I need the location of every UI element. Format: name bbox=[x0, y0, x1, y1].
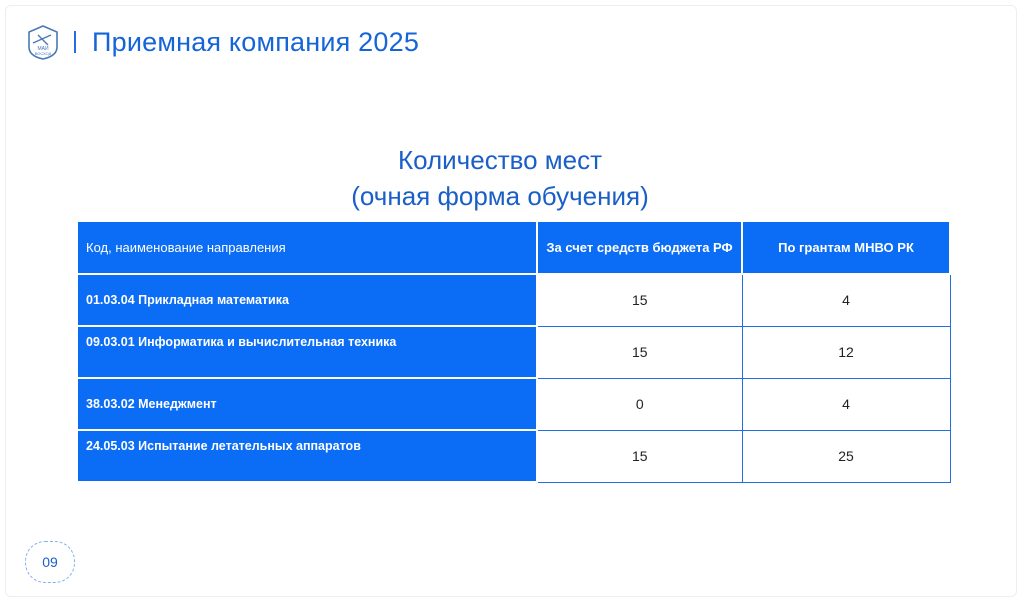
grant-places: 4 bbox=[742, 274, 950, 326]
svg-text:ВОСХОД: ВОСХОД bbox=[34, 51, 52, 56]
table-row bbox=[78, 274, 950, 326]
budget-places: 15 bbox=[537, 326, 742, 378]
column-header-grant: По грантам МНВО РК bbox=[742, 222, 950, 274]
table-header-row bbox=[78, 222, 950, 274]
table-row bbox=[78, 378, 950, 430]
page-number: 09 bbox=[25, 541, 75, 583]
budget-places: 15 bbox=[537, 274, 742, 326]
table-row bbox=[78, 430, 950, 482]
program-name: 24.05.03 Испытание летательных аппаратов bbox=[78, 430, 537, 482]
table-row bbox=[78, 326, 950, 378]
table-heading-line2: (очная форма обучения) bbox=[351, 181, 649, 211]
page-title: Приемная компания 2025 bbox=[92, 26, 420, 57]
header bbox=[24, 22, 419, 62]
grant-places: 25 bbox=[742, 430, 950, 482]
svg-text:МАИ: МАИ bbox=[37, 46, 49, 52]
title-divider bbox=[74, 31, 76, 53]
column-header-name: Код, наименование направления bbox=[78, 222, 537, 274]
grant-places: 12 bbox=[742, 326, 950, 378]
program-name: 01.03.04 Прикладная математика bbox=[78, 274, 537, 326]
table-heading bbox=[0, 142, 1000, 214]
budget-places: 0 bbox=[537, 378, 742, 430]
logo bbox=[24, 23, 62, 61]
program-name: 38.03.02 Менеджмент bbox=[78, 378, 537, 430]
column-header-budget: За счет средств бюджета РФ bbox=[537, 222, 742, 274]
table-heading-line1: Количество мест bbox=[397, 145, 603, 175]
program-name: 09.03.01 Информатика и вычислительная техника bbox=[78, 326, 537, 378]
places-table bbox=[78, 222, 951, 483]
grant-places: 4 bbox=[742, 378, 950, 430]
budget-places: 15 bbox=[537, 430, 742, 482]
logo-icon bbox=[24, 23, 62, 61]
